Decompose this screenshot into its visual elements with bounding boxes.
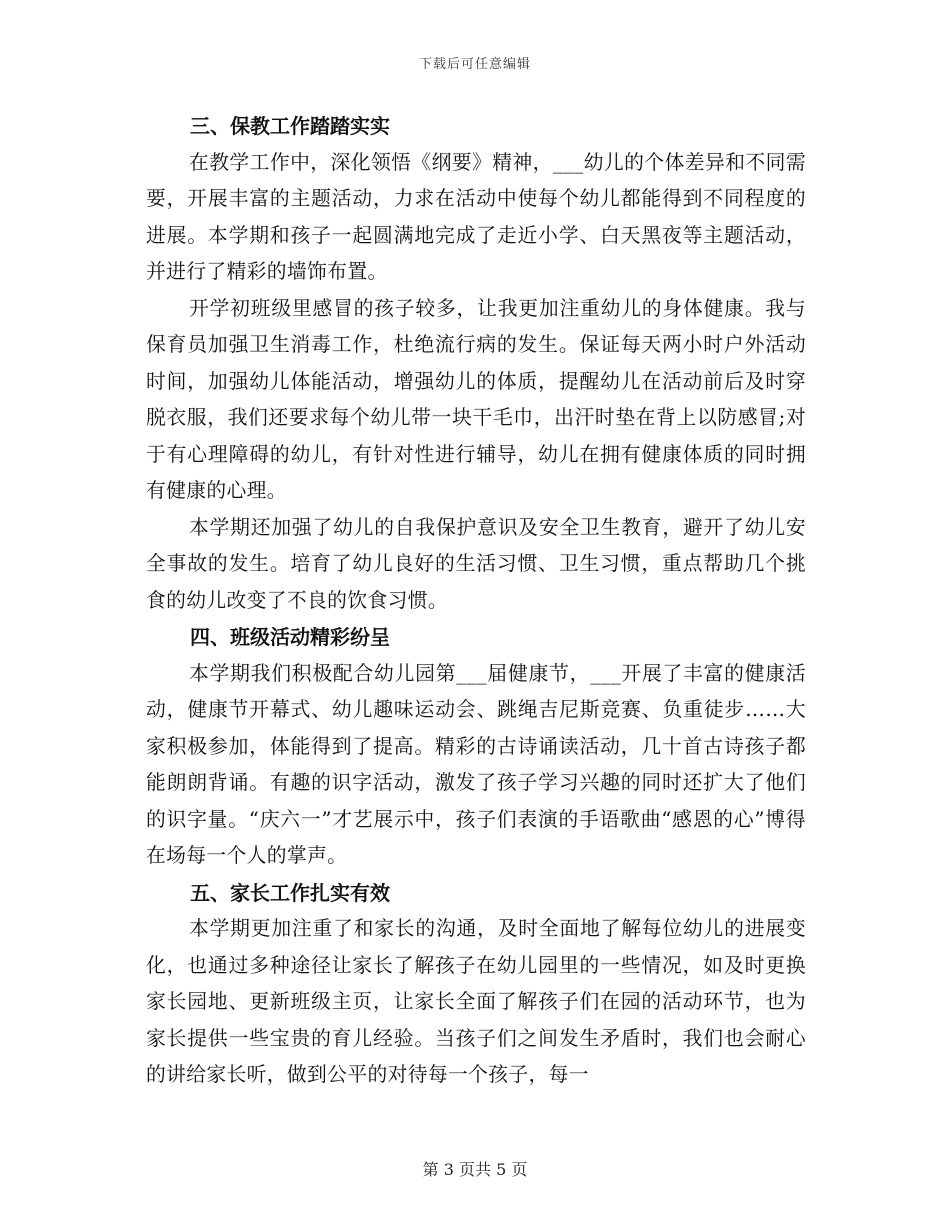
section-heading-3: 三、保教工作踏踏实实 bbox=[190, 114, 390, 138]
document-body bbox=[146, 108, 806, 1094]
page-header-note: 下载后可任意编辑 bbox=[418, 57, 531, 72]
paragraph: 本学期我们积极配合幼儿园第___届健康节，___开展了丰富的健康活动，健康节开幕式、幼儿趣味运动会、跳绳吉尼斯竞赛、负重徒步……大家积极参加，体能得到了提高。精彩的古诗诵读活动，几十首古诗孩子都能朗朗背诵。有趣的识字活动，激发了孩子学习兴趣的同时还扩大了他们的识字量。“庆六一”才艺展示中，孩子们表演的手语歌曲“感恩的心”博得在场每一个人的掌声。 bbox=[146, 661, 806, 867]
section-heading-5: 五、家长工作扎实有效 bbox=[190, 880, 390, 905]
paragraph: 本学期还加强了幼儿的自我保护意识及安全卫生教育，避开了幼儿安全事故的发生。培育了幼儿良好的生活习惯、卫生习惯，重点帮助几个挑食的幼儿改变了不良的饮食习惯。 bbox=[146, 515, 806, 612]
paragraph: 本学期更加注重了和家长的沟通，及时全面地了解每位幼儿的进展变化，也通过多种途径让家长了解孩子在幼儿园里的一些情况，如及时更换家长园地、更新班级主页，让家长全面了解孩子们在园的活动环节，也为家长提供一些宝贵的育儿经验。当孩子们之间发生矛盾时，我们也会耐心的讲给家长听，做到公平的对待每一个孩子，每一 bbox=[146, 917, 806, 1086]
paragraph: 开学初班级里感冒的孩子较多，让我更加注重幼儿的身体健康。我与保育员加强卫生消毒工作，杜绝流行病的发生。保证每天两小时户外活动时间，加强幼儿体能活动，增强幼儿的体质，提醒幼儿在活动前后及时穿脱衣服，我们还要求每个幼儿带一块干毛巾，出汗时垫在背上以防感冒;对于有心理障碍的幼儿，有针对性进行辅导，幼儿在拥有健康体质的同时拥有健康的心理。 bbox=[146, 296, 806, 502]
page-number: 第 3 页共 5 页 bbox=[422, 1160, 528, 1179]
section-heading-4: 四、班级活动精彩纷呈 bbox=[190, 625, 390, 649]
paragraph: 在教学工作中，深化领悟《纲要》精神，___幼儿的个体差异和不同需要，开展丰富的主题活动，力求在活动中使每个幼儿都能得到不同程度的进展。本学期和孩子一起圆满地完成了走近小学、白天黑夜等主题活动，并进行了精彩的墙饰布置。 bbox=[146, 150, 806, 283]
